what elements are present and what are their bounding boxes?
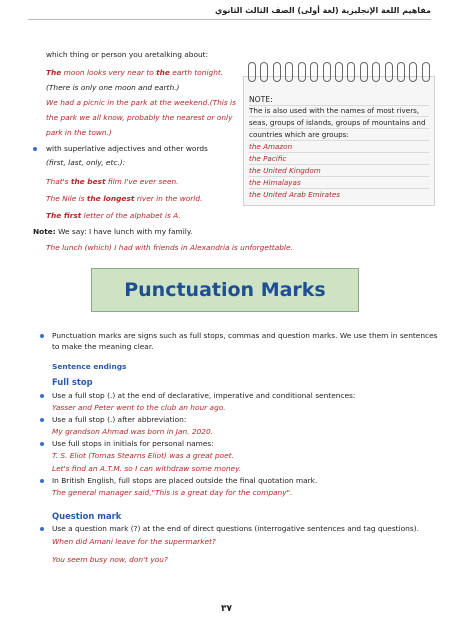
page-header: مفاهيم اللغة الإنجليزية (لغة أولى) الصف الثالث الثانوي	[214, 6, 431, 15]
full-stop-example3a: T. S. Eliot (Tomas Stearns Eliot) was a great poet.	[52, 451, 234, 460]
ring-icon	[273, 62, 281, 82]
superlative-rule: with superlative adjectives and other words	[46, 144, 208, 153]
ring-icon	[409, 62, 417, 82]
section-title-box	[91, 268, 359, 312]
example-lunch: The lunch (which) I had with friends in Alexandria is unforgettable.	[46, 243, 293, 252]
example-moon-note: (There is only one moon and earth.)	[46, 83, 180, 92]
note-item: the United Arab Emirates	[249, 190, 340, 199]
superlative-words: (first, last, only, etc.):	[46, 158, 126, 167]
example-park-line1: We had a picnic in the park at the weekend.(This is	[46, 98, 236, 107]
header-divider	[28, 19, 431, 20]
full-stop-rule1: Use a full stop (.) at the end of declarative, imperative and conditional sentences:	[52, 391, 356, 400]
full-stop-example2: My grandson Ahmad was born in Jan. 2020.	[52, 427, 214, 436]
example-best-film: That's the best film I've ever seen.	[46, 177, 179, 186]
notepad-rings	[248, 62, 430, 84]
full-stop-rule2: Use a full stop (.) after abbreviation:	[52, 415, 187, 424]
ring-icon	[323, 62, 331, 82]
note-item: the Amazon	[249, 142, 429, 153]
ring-icon	[310, 62, 318, 82]
example-first-letter: The first letter of the alphabet is A.	[46, 211, 181, 220]
note-item: the United Kingdom	[249, 166, 429, 177]
note-title: NOTE:	[249, 95, 429, 106]
intro-text: which thing or person you aretalking about:	[46, 50, 209, 59]
question-mark-example2: You seem busy now, don't you?	[52, 555, 168, 564]
ring-icon	[397, 62, 405, 82]
ring-icon	[335, 62, 343, 82]
bullet-icon	[40, 479, 44, 483]
ring-icon	[347, 62, 355, 82]
punctuation-intro-line1: Punctuation marks are signs such as full stops, commas and question marks. We use them in sentences	[52, 331, 438, 340]
note-line2: seas, groups of islands, groups of mountains and	[249, 118, 429, 129]
ring-icon	[385, 62, 393, 82]
ring-icon	[285, 62, 293, 82]
ring-icon	[422, 62, 430, 82]
example-moon: The moon looks very near to the earth tonight.	[46, 68, 224, 77]
bullet-icon	[40, 527, 44, 531]
note-we-say: Note: We say: I have lunch with my family.	[33, 227, 193, 236]
heading-sentence-endings: Sentence endings	[52, 362, 127, 371]
example-park-line3: park in the town.)	[46, 128, 112, 137]
full-stop-rule4: In British English, full stops are placed outside the final quotation mark.	[52, 476, 318, 485]
ring-icon	[298, 62, 306, 82]
note-item: the Pacific	[249, 154, 429, 165]
ring-icon	[248, 62, 256, 82]
question-mark-rule: Use a question mark (?) at the end of direct questions (interrogative sentences and tag questions).	[52, 524, 419, 533]
full-stop-example3b: Let's find an A.T.M. so I can withdraw some money.	[52, 464, 242, 473]
full-stop-example1: Yasser and Peter went to the club an hour ago.	[52, 403, 226, 412]
bullet-icon	[40, 334, 44, 338]
bullet-icon	[40, 442, 44, 446]
example-nile: The Nile is the longest river in the world.	[46, 194, 203, 203]
ring-icon	[360, 62, 368, 82]
punctuation-intro-line2: to make the meaning clear.	[52, 342, 154, 351]
bullet-icon	[40, 394, 44, 398]
bullet-icon	[33, 147, 37, 151]
note-box	[243, 76, 435, 206]
heading-full-stop: Full stop	[52, 377, 93, 387]
section-title: Punctuation Marks	[124, 279, 326, 301]
ring-icon	[260, 62, 268, 82]
heading-question-mark: Question mark	[52, 511, 122, 521]
ring-icon	[372, 62, 380, 82]
example-park-line2: the park we all know, probably the nearest or only	[46, 113, 233, 122]
question-mark-example1: When did Amani leave for the supermarket?	[52, 537, 216, 546]
note-item: the Himalayas	[249, 178, 429, 189]
full-stop-example4: The general manager said,"This is a great day for the company".	[52, 488, 293, 497]
note-line1: The is also used with the names of most rivers,	[249, 106, 429, 117]
note-line3: countries which are groups:	[249, 130, 429, 141]
full-stop-rule3: Use full stops in initials for personal names:	[52, 439, 214, 448]
bullet-icon	[40, 418, 44, 422]
page-number: ٣٧	[221, 604, 232, 614]
